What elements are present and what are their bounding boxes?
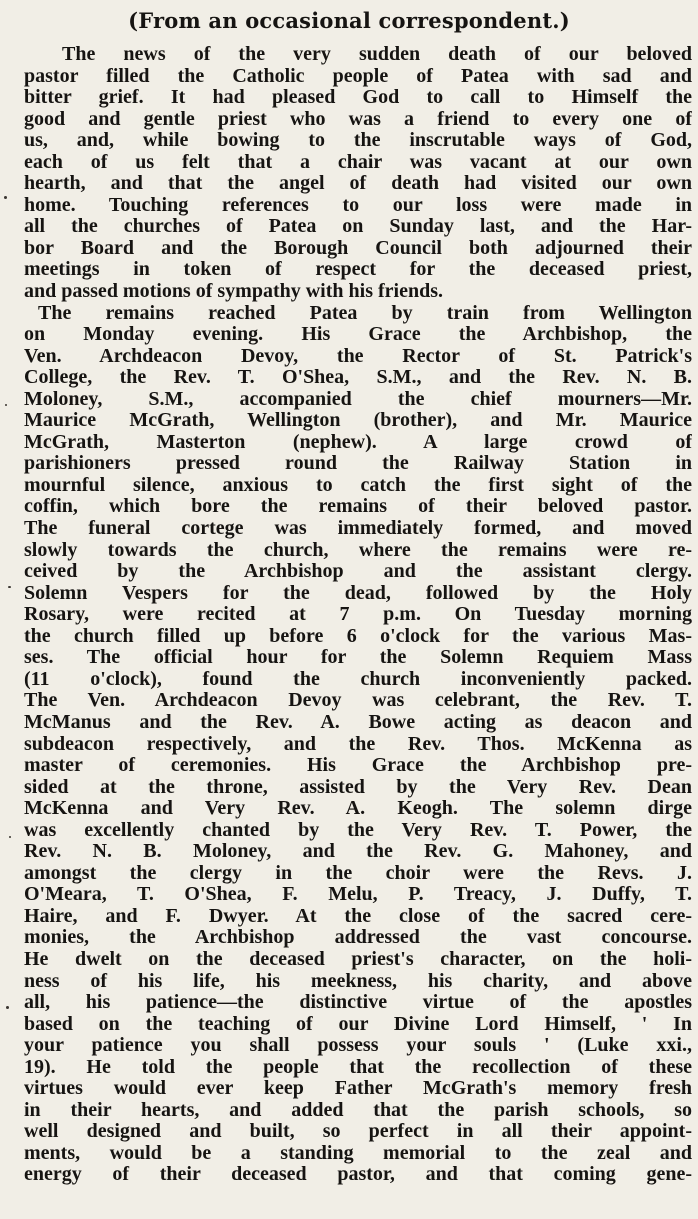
text-line: us, and, while bowing to the inscrutable ways of God, xyxy=(24,130,692,152)
text-line: well designed and built, so perfect in all their appoint- xyxy=(24,1121,692,1143)
text-line: all, his patience—the distinctive virtue of the apostles xyxy=(24,992,692,1014)
text-line: pastor filled the Catholic people of Patea with sad and xyxy=(24,65,692,87)
text-line: amongst the clergy in the choir were the Revs. J. xyxy=(24,862,692,884)
text-line: ments, would be a standing memorial to the zeal and xyxy=(24,1142,692,1164)
text-line: The funeral cortege was immediately formed, and moved xyxy=(24,518,692,540)
text-line: meetings in token of respect for the deceased priest, xyxy=(24,259,692,281)
text-line: McGrath, Masterton (nephew). A large crowd of xyxy=(24,431,692,453)
text-line: Ven. Archdeacon Devoy, the Rector of St. Patrick's xyxy=(24,345,692,367)
text-line: master of ceremonies. His Grace the Archbishop pre- xyxy=(24,755,692,777)
text-line: slowly towards the church, where the remains were re- xyxy=(24,539,692,561)
text-line: Rev. N. B. Moloney, and the Rev. G. Mahoney, and xyxy=(24,841,692,863)
text-line: based on the teaching of our Divine Lord Himself, ' In xyxy=(24,1013,692,1035)
text-line: He dwelt on the deceased priest's character, on the holi- xyxy=(24,948,692,970)
text-line: on Monday evening. His Grace the Archbishop, the xyxy=(24,324,692,346)
text-line: McManus and the Rev. A. Bowe acting as deacon and xyxy=(24,711,692,733)
text-line: home. Touching references to our loss were made in xyxy=(24,194,692,216)
text-line: subdeacon respectively, and the Rev. Thos. McKenna as xyxy=(24,733,692,755)
text-line: all the churches of Patea on Sunday last, and the Har- xyxy=(24,216,692,238)
print-speck xyxy=(5,404,7,406)
print-speck xyxy=(6,1006,9,1009)
article-body xyxy=(24,44,692,1186)
text-line: was excellently chanted by the Very Rev. T. Power, the xyxy=(24,819,692,841)
text-line: bitter grief. It had pleased God to call to Himself the xyxy=(24,87,692,109)
text-line: monies, the Archbishop addressed the vast concourse. xyxy=(24,927,692,949)
text-line: College, the Rev. T. O'Shea, S.M., and the Rev. N. B. xyxy=(24,367,692,389)
text-line: in their hearts, and added that the parish schools, so xyxy=(24,1099,692,1121)
text-line: energy of their deceased pastor, and that coming gene- xyxy=(24,1164,692,1186)
text-line: ses. The official hour for the Solemn Requiem Mass xyxy=(24,647,692,669)
text-line: Maurice McGrath, Wellington (brother), and Mr. Maurice xyxy=(24,410,692,432)
text-line: your patience you shall possess your souls ' (Luke xxi., xyxy=(24,1035,692,1057)
text-line: parishioners pressed round the Railway Station in xyxy=(24,453,692,475)
text-line: McKenna and Very Rev. A. Keogh. The solemn dirge xyxy=(24,798,692,820)
text-line: coffin, which bore the remains of their beloved pastor. xyxy=(24,496,692,518)
text-line: The Ven. Archdeacon Devoy was celebrant, the Rev. T. xyxy=(24,690,692,712)
text-line: the church filled up before 6 o'clock for the various Mas- xyxy=(24,625,692,647)
text-line: Rosary, were recited at 7 p.m. On Tuesday morning xyxy=(24,604,692,626)
article-heading: (From an occasional correspondent.) xyxy=(128,8,570,33)
text-line: hearth, and that the angel of death had visited our own xyxy=(24,173,692,195)
text-line: 19). He told the people that the recollection of these xyxy=(24,1056,692,1078)
text-line: O'Meara, T. O'Shea, F. Melu, P. Treacy, J. Duffy, T. xyxy=(24,884,692,906)
text-line: mournful silence, anxious to catch the first sight of the xyxy=(24,474,692,496)
text-line: ness of his life, his meekness, his charity, and above xyxy=(24,970,692,992)
text-line: The remains reached Patea by train from Wellington xyxy=(38,302,692,324)
text-line: sided at the throne, assisted by the Very Rev. Dean xyxy=(24,776,692,798)
text-line: good and gentle priest who was a friend to every one of xyxy=(24,108,692,130)
text-line: Haire, and F. Dwyer. At the close of the sacred cere- xyxy=(24,905,692,927)
text-line: and passed motions of sympathy with his friends. xyxy=(24,281,443,303)
print-speck xyxy=(4,196,7,199)
text-line: ceived by the Archbishop and the assistant clergy. xyxy=(24,561,692,583)
text-line: (11 o'clock), found the church inconveniently packed. xyxy=(24,668,692,690)
print-speck xyxy=(9,836,11,838)
text-line: Solemn Vespers for the dead, followed by the Holy xyxy=(24,582,692,604)
text-line: virtues would ever keep Father McGrath's memory fresh xyxy=(24,1078,692,1100)
text-line: bor Board and the Borough Council both adjourned their xyxy=(24,237,692,259)
text-line: each of us felt that a chair was vacant at our own xyxy=(24,151,692,173)
text-line: Moloney, S.M., accompanied the chief mourners—Mr. xyxy=(24,388,692,410)
text-line: The news of the very sudden death of our beloved xyxy=(62,44,692,65)
print-speck xyxy=(8,586,11,588)
